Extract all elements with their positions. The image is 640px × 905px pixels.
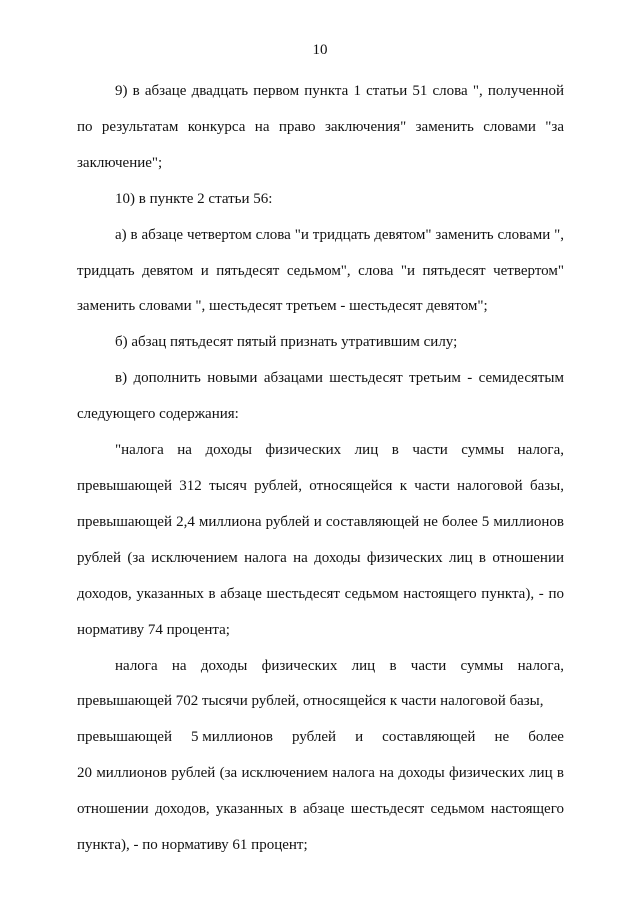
paragraph-quoted-tax-2-start: налога на доходы физических лиц в части суммы налога, превышающей 702 тысячи рублей, относящейся к части налоговой базы, — [77, 657, 564, 710]
paragraph-subitem-v: в) дополнить новыми абзацами шестьдесят третьим - семидесятым следующего содержания: — [77, 370, 564, 423]
spread-line — [77, 720, 564, 756]
paragraph-quoted-tax-2-end: 20 миллионов рублей (за исключением налога на доходы физических лиц в отношении доходов, указанных в абзаце шестьдесят седьмом настоящего пункта), - по нормативу 61 процент; — [77, 765, 564, 854]
spread-word: и — [355, 729, 364, 746]
paragraph-quoted-tax-1: "налога на доходы физических лиц в части суммы налога, превышающей 312 тысяч рублей, относящейся к части налоговой базы, превышающей 2,4 миллиона рублей и составляющей не более 5 миллионов рублей (за исключением налога на доходы физических лиц в отношении доходов, указанных в абзаце шестьдесят седьмом настоящего пункта), - по нормативу 74 процента; — [77, 442, 564, 638]
paragraph-subitem-a: а) в абзаце четвертом слова "и тридцать девятом" заменить словами ", тридцать девятом и пятьдесят седьмом", слова "и пятьдесят четвертом" заменить словами ", шестьдесят третьем - шестьдесят девятом"; — [77, 226, 564, 315]
paragraph-item-10: 10) в пункте 2 статьи 56: — [115, 190, 273, 207]
spread-word: 5 миллионов — [191, 729, 273, 746]
page-number: 10 — [312, 42, 328, 58]
document-body — [77, 74, 564, 864]
spread-word: превышающей — [77, 729, 172, 746]
paragraph-item-9: 9) в абзаце двадцать первом пункта 1 статьи 51 слова ", полученной по результатам конкурса на право заключения" заменить словами "за заключение"; — [77, 83, 564, 171]
paragraph-subitem-b: б) абзац пятьдесят пятый признать утратившим силу; — [115, 334, 458, 351]
paragraph-quoted-tax-2 — [77, 649, 564, 864]
spread-word: составляющей — [382, 729, 476, 746]
spread-word: более — [528, 729, 564, 746]
spread-word: не — [494, 729, 510, 746]
spread-word: рублей — [291, 729, 337, 746]
